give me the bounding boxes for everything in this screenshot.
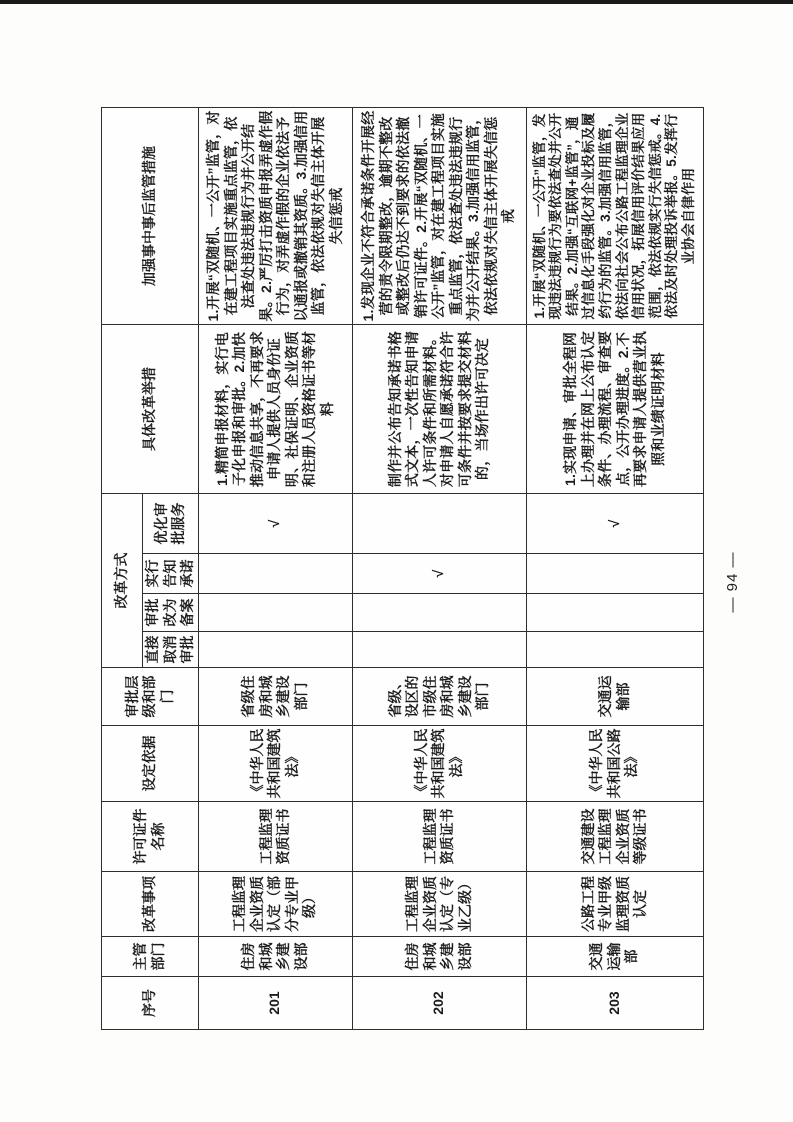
table-row-201 bbox=[198, 108, 352, 1030]
checkmark-cell-cancel bbox=[526, 632, 703, 668]
subheader-cell-optimize: 优化审批服务 bbox=[143, 494, 199, 554]
header-cell-dept: 主管部门 bbox=[102, 937, 199, 977]
checkmark-cell-cancel bbox=[198, 632, 352, 668]
table-row-203 bbox=[526, 108, 703, 1030]
cell-license: 工程监理资质证书 bbox=[198, 802, 352, 872]
cell-basis: 《中华人民共和国建筑法》 bbox=[352, 726, 526, 802]
page-number: — 94 — bbox=[724, 551, 741, 613]
checkmark-cell-optimize bbox=[352, 494, 526, 554]
cell-dept: 交通运输部 bbox=[526, 937, 703, 977]
cell-seq: 203 bbox=[526, 977, 703, 1030]
header-cell-seq: 序号 bbox=[102, 977, 199, 1030]
header-cell-item: 改革事项 bbox=[102, 872, 199, 937]
checkmark-cell-commitment bbox=[198, 554, 352, 594]
cell-dept: 住房和城乡建设部 bbox=[352, 937, 526, 977]
cell-measures: 1.实现申请、审批全程网上办理并在网上公布认定条件、办理流程、审查要点，公开办理进度。2.不再要求申请人提供营业执照和业绩证明材料 bbox=[526, 325, 703, 494]
header-cell-license: 许可证件名称 bbox=[102, 802, 199, 872]
table-row-202 bbox=[352, 108, 526, 1030]
checkmark-cell-filing bbox=[352, 594, 526, 632]
checkmark-cell-filing bbox=[526, 594, 703, 632]
checkmark-cell-cancel bbox=[352, 632, 526, 668]
cell-level: 交通运输部 bbox=[526, 668, 703, 726]
subheader-cell-cancel: 直接取消审批 bbox=[143, 632, 199, 668]
header-cell-measures: 具体改革举措 bbox=[102, 325, 199, 494]
cell-measures: 制作并公布告知承诺书格式文本，一次性告知申请人许可条件和所需材料。对申请人自愿承诺符合许可条件并按要求提交材料的，当场作出许可决定 bbox=[352, 325, 526, 494]
header-cell-basis: 设定依据 bbox=[102, 726, 199, 802]
checkmark-cell-optimize: √ bbox=[526, 494, 703, 554]
cell-measures: 1.精简申报材料，实行电子化申报和审批。2.加快推动信息共享，不再要求申请人提供人员身份证明、社保证明、企业资质和注册人员资格证书等材料 bbox=[198, 325, 352, 494]
cell-basis: 《中华人民共和国公路法》 bbox=[526, 726, 703, 802]
cell-supervision: 1.开展“双随机、一公开”监管，发现违法违规行为要依法查处并公开结果。2.加强“互联网+监管”，通过信息化手段强化对企业投标及履约行为的监管。3.加强信用监管，依法向社会公布公路工程监理企业信用状况，拓展信用评价结果应用范围，依法依规实行失信惩戒。4.依法及时处理投诉举报。5.发挥行业协会自律作用 bbox=[526, 108, 703, 325]
checkmark-cell-optimize: √ bbox=[198, 494, 352, 554]
cell-level: 省级住房和城乡建设部门 bbox=[198, 668, 352, 726]
cell-item: 工程监理企业资质认定（专业乙级） bbox=[352, 872, 526, 937]
subheader-cell-filing: 审批改为备案 bbox=[143, 594, 199, 632]
cell-license: 工程监理资质证书 bbox=[352, 802, 526, 872]
rotated-table-container bbox=[101, 108, 700, 1030]
cell-item: 工程监理企业资质认定（部分专业甲级） bbox=[198, 872, 352, 937]
cell-level: 省级、设区的市级住房和城乡建设部门 bbox=[352, 668, 526, 726]
table-header-row-1 bbox=[102, 108, 143, 1030]
header-cell-supervision: 加强事中事后监管措施 bbox=[102, 108, 199, 325]
cell-dept: 住房和城乡建设部 bbox=[198, 937, 352, 977]
cell-item: 公路工程专业甲级监理资质认定 bbox=[526, 872, 703, 937]
scan-edge-artifact bbox=[0, 0, 793, 4]
checkmark-cell-commitment bbox=[526, 554, 703, 594]
subheader-cell-commitment: 实行告知承诺 bbox=[143, 554, 199, 594]
cell-seq: 202 bbox=[352, 977, 526, 1030]
cell-license: 交通建设工程监理企业资质等级证书 bbox=[526, 802, 703, 872]
cell-supervision: 1.开展“双随机、一公开”监管，对在建工程项目实施重点监管，依法查处违法违规行为并公开结果。2.严厉打击资质申报弄虚作假行为，对弄虚作假的企业依法予以通报或撤销其资质。3.加强信用监管，依法依规对失信主体开展失信惩戒 bbox=[198, 108, 352, 325]
cell-seq: 201 bbox=[198, 977, 352, 1030]
approval-reform-table bbox=[101, 107, 704, 1030]
header-cell-level: 审批层级和部门 bbox=[102, 668, 199, 726]
checkmark-cell-filing bbox=[198, 594, 352, 632]
cell-supervision: 1.发现企业不符合承诺条件开展经营的责令限期整改，逾期不整改或整改后仍达不到要求的依法撤销许可证件。2.开展“双随机、一公开”监管，对在建工程项目实施重点监管，依法查处违法违规行为并公开结果。3.加强信用监管，依法依规对失信主体开展失信惩戒 bbox=[352, 108, 526, 325]
checkmark-cell-commitment: √ bbox=[352, 554, 526, 594]
header-cell-reform-mode: 改革方式 bbox=[102, 494, 143, 668]
cell-basis: 《中华人民共和国建筑法》 bbox=[198, 726, 352, 802]
